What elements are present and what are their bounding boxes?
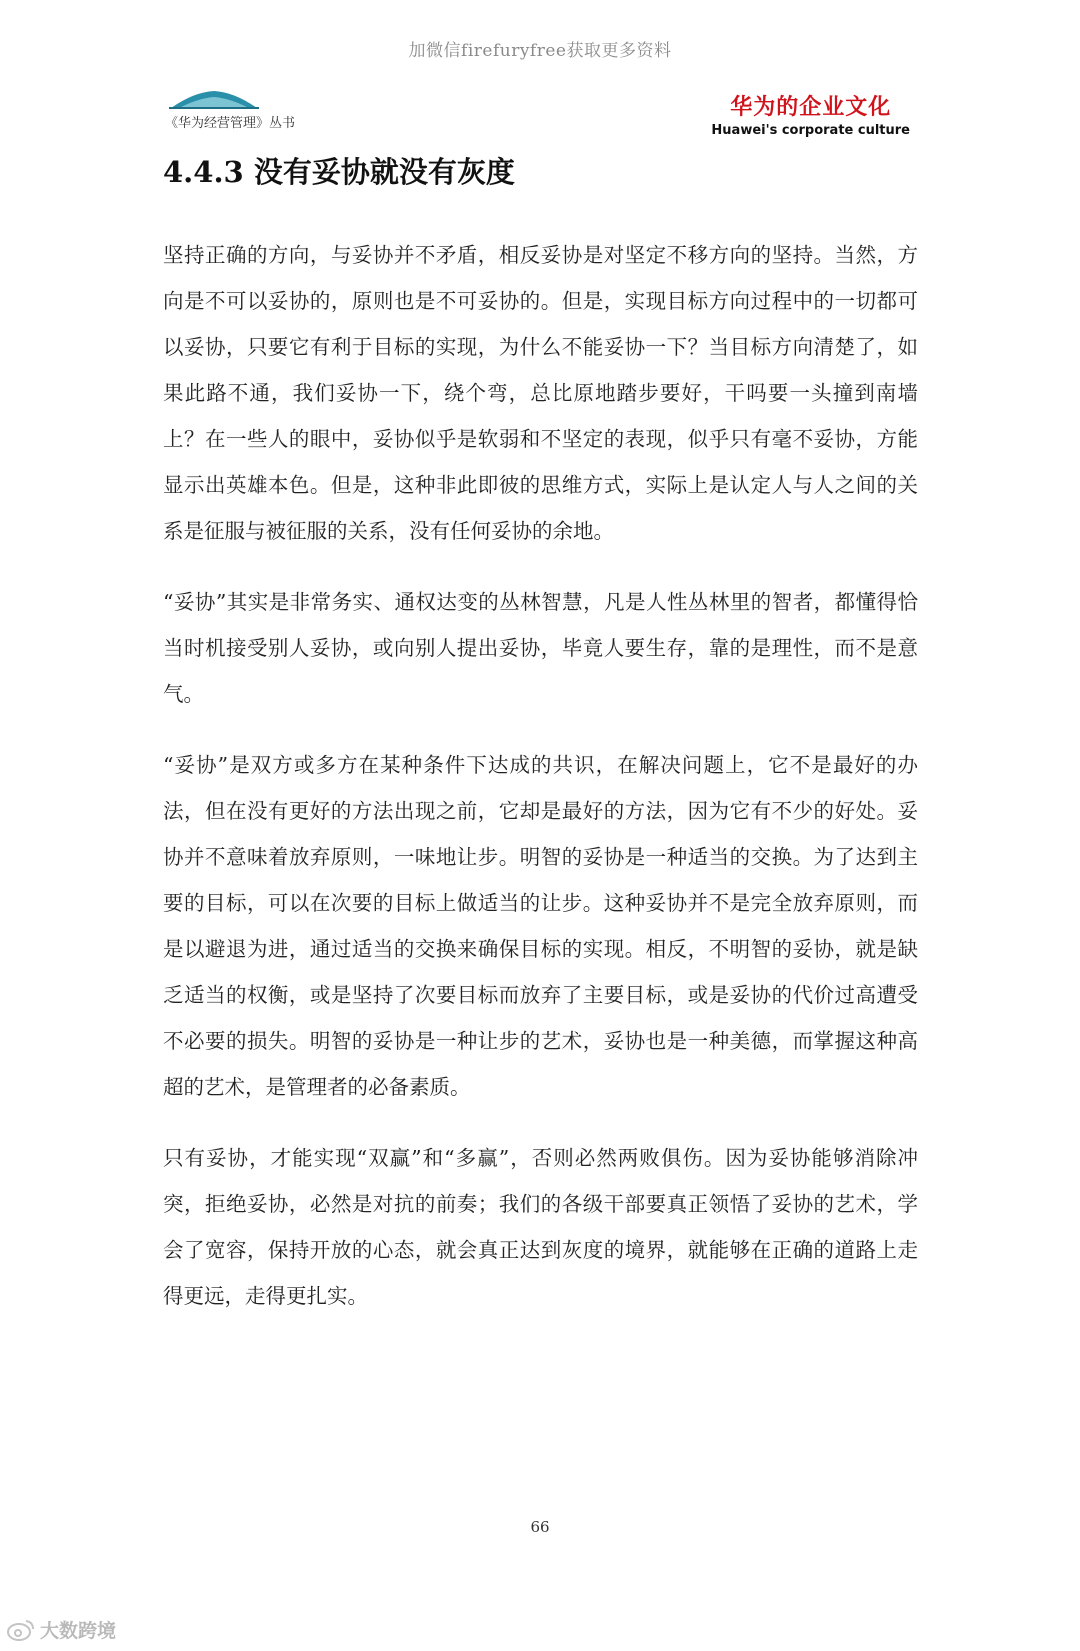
paragraph-1: 坚持正确的方向，与妥协并不矛盾，相反妥协是对坚定不移方向的坚持。当然，方向是不可以妥协的，原则也是不可妥协的。但是，实现目标方向过程中的一切都可以妥协，只要它有利于目标的实现，为什么不能妥协一下？当目标方向清楚了，如果此路不通，我们妥协一下，绕个弯，总比原地踏步要好，干吗要一头撞到南墙上？在一些人的眼中，妥协似乎是软弱和不坚定的表现，似乎只有毫不妥协，方能显示出英雄本色。但是，这种非此即彼的思维方式，实际上是认定人与人之间的关系是征服与被征服的关系，没有任何妥协的余地。 [163, 243, 918, 543]
brand-title-cn: 华为的企业文化 [730, 95, 892, 120]
series-header [165, 88, 335, 131]
series-label: 《华为经营管理》丛书 [165, 116, 296, 131]
mountain-logo-icon [169, 88, 259, 110]
page-number: 66 [530, 1518, 550, 1536]
section-title: 4.4.3 没有妥协就没有灰度 [163, 155, 515, 189]
brand-header [711, 90, 910, 138]
brand-title-en: Huawei's corporate culture [711, 123, 910, 138]
top-watermark: 加微信firefuryfree获取更多资料 [408, 41, 672, 61]
body-text [163, 232, 918, 1344]
paragraph-3: “妥协”是双方或多方在某种条件下达成的共识，在解决问题上，它不是最好的办法，但在没有更好的方法出现之前，它却是最好的方法，因为它有不少的好处。妥协并不意味着放弃原则，一味地让步。明智的妥协是一种适当的交换。为了达到主要的目标，可以在次要的目标上做适当的让步。这种妥协并不是完全放弃原则，而是以避退为进，通过适当的交换来确保目标的实现。相反，不明智的妥协，就是缺乏适当的权衡，或是坚持了次要目标而放弃了主要目标，或是妥协的代价过高遭受不必要的损失。明智的妥协是一种让步的艺术，妥协也是一种美德，而掌握这种高超的艺术，是管理者的必备素质。 [163, 753, 918, 1099]
corner-watermark-text: 大数跨境 [40, 1620, 117, 1642]
weibo-logo-icon [6, 1618, 36, 1642]
corner-watermark [6, 1616, 116, 1643]
paragraph-4: 只有妥协，才能实现“双赢”和“多赢”，否则必然两败俱伤。因为妥协能够消除冲突，拒绝妥协，必然是对抗的前奏；我们的各级干部要真正领悟了妥协的艺术，学会了宽容，保持开放的心态，就会真正达到灰度的境界，就能够在正确的道路上走得更远，走得更扎实。 [163, 1146, 918, 1308]
paragraph-2: “妥协”其实是非常务实、通权达变的丛林智慧，凡是人性丛林里的智者，都懂得恰当时机接受别人妥协，或向别人提出妥协，毕竟人要生存，靠的是理性，而不是意气。 [163, 590, 918, 706]
